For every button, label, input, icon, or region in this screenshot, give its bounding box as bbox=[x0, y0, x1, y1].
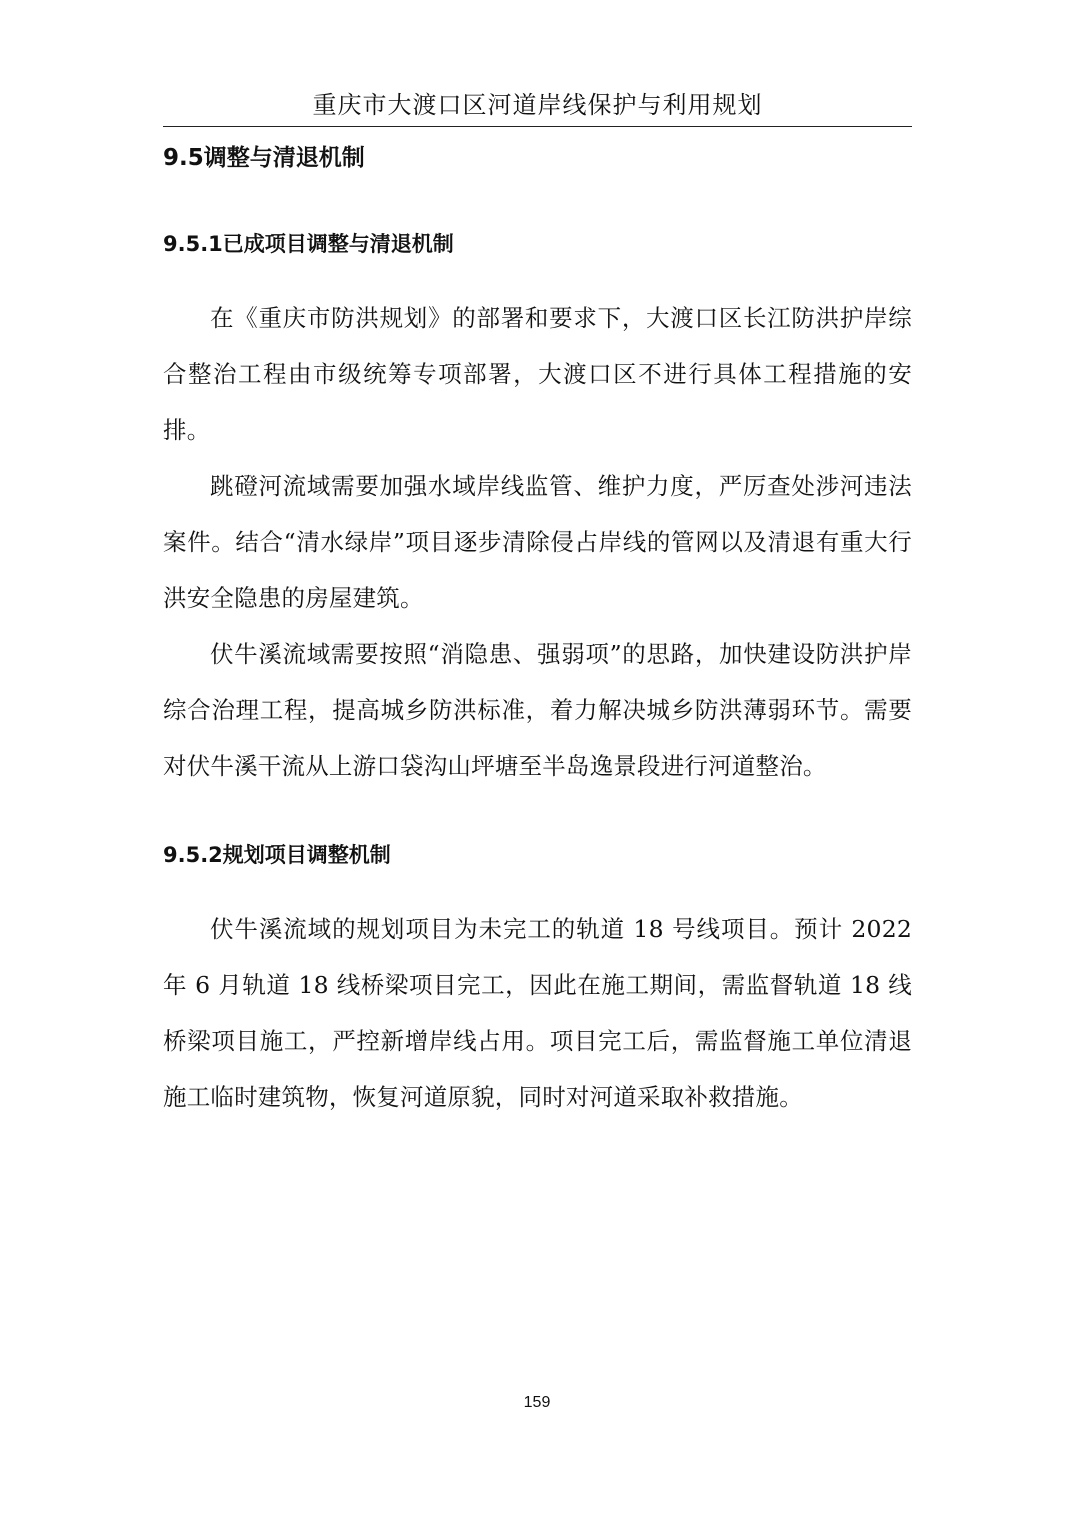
section-heading: 9.5调整与清退机制 bbox=[163, 145, 365, 171]
paragraph: 跳磴河流域需要加强水域岸线监管、维护力度，严厉查处涉河违法案件。结合“清水绿岸”项目逐步清除侵占岸线的管网以及清退有重大行洪安全隐患的房屋建筑。 bbox=[163, 472, 912, 612]
subsection-2-body bbox=[163, 901, 912, 1125]
page-number: 159 bbox=[523, 1394, 551, 1411]
subsection-1-body bbox=[163, 290, 912, 794]
subsection-heading-1: 9.5.1已成项目调整与清退机制 bbox=[163, 232, 454, 256]
paragraph: 伏牛溪流域的规划项目为未完工的轨道 18 号线项目。预计 2022 年 6 月轨道 18 线桥梁项目完工，因此在施工期间，需监督轨道 18 线桥梁项目施工，严控新增岸线占用。项目完工后，需监督施工单位清退施工临时建筑物，恢复河道原貌，同时对河道采取补救措施。 bbox=[163, 915, 912, 1111]
document-title: 重庆市大渡口区河道岸线保护与利用规划 bbox=[312, 91, 763, 119]
paragraph: 伏牛溪流域需要按照“消隐患、强弱项”的思路，加快建设防洪护岸综合治理工程，提高城乡防洪标准，着力解决城乡防洪薄弱环节。需要对伏牛溪干流从上游口袋沟山坪塘至半岛逸景段进行河道整治。 bbox=[163, 640, 912, 780]
subsection-heading-2: 9.5.2规划项目调整机制 bbox=[163, 843, 391, 867]
paragraph: 在《重庆市防洪规划》的部署和要求下，大渡口区长江防洪护岸综合整治工程由市级统筹专项部署，大渡口区不进行具体工程措施的安排。 bbox=[163, 304, 912, 444]
page-header bbox=[163, 86, 912, 127]
